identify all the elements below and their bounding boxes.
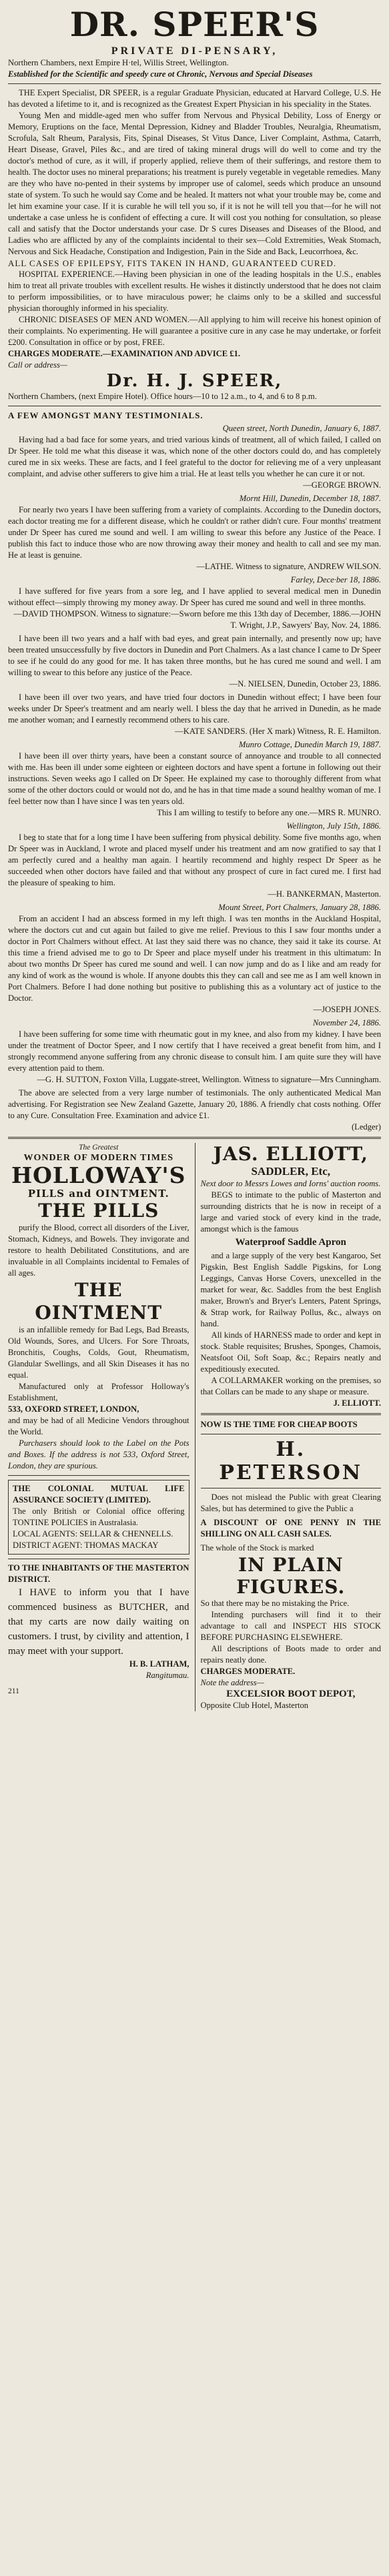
boots-heading: NOW IS THE TIME FOR CHEAP BOOTS [200, 1420, 358, 1429]
testimonial-text: For nearly two years I have been suffering from a variety of complaints. According to the Dunedin doctors, each doctor treating me for a different disease, which he couldn't or rather didn't cure. Four months' treatment under Dr Speer has cured me sound and well. I am willing to swear this before any Justice of the Peace. I publish this fact to induce those who are now throwing away their money and health to call and see my man. He at least is genuine. [8, 505, 381, 560]
colonial-agents: LOCAL AGENTS: SELLAR & CHENNELLS. [13, 1529, 173, 1539]
boots-depot: EXCELSIOR BOOT DEPOT, [226, 1689, 356, 1699]
colonial-mutual-ad [8, 1480, 189, 1555]
testimonial-text: I have been ill two years and a half with bad eyes, and great pain internally, and presently now up; have been treated unsuccessfully by five doctors in Dunedin and Port Chalmers. As a last chance I came to Dr Speer to see if he could do any good for me. It has taken three months, but he has cured me sound and well. I am willing to swear to this before any justice of the Peace. [8, 634, 381, 677]
testimonial-text: I have suffered for five years from a sore leg, and I have applied to several medical men in Dunedin without effect—simply throwing my money away. Dr Speer has cured me sound and well in three months. [8, 586, 381, 607]
boots-depot-address: Opposite Club Hotel, Masterton [200, 1701, 309, 1710]
testimonial-text: I beg to state that for a long time I have been suffering from physical debility. Some five months ago, when Dr Speer was in Auckland, I wrote and placed myself under his treatment and am now gratified to say that I am perfectly cured and a healthy man again. I heartily recommend and highly respect Dr Speer as he succeeded when other doctors have failed and that without any prospect of cure in fact cured me. I first had the pleasure of speaking to him. [8, 833, 381, 887]
testimonials-list [8, 423, 381, 1133]
intro-paragraph: Young Men and middle-aged men who suffer from Nervous and Physical Debility, Loss of Energy or Memory, Eruptions on the face, Mental Depression, Kidney and Bladder Troubles, Neuralgia, Rheumatism, Scrofula, Salt Rheum, Paralysis, Fits, Spinal Diseases, St Vitus Dance, Liver Complaint, Asthma, Catarrh, Heart Disease, Gravel, Piles &c., and are tired of taking mineral drugs will do well to come and try the doctor's method of cure, as it will, if properly applied, relieve them of their sufferings, and restore them to health. The doctor uses no mineral preparations; his treatment is purely vegetable in vegetable remedies. Many are they who have no-pented in their systems by improper use of calomel, seeds which produce an unsound state of system. To such he would say Come and be healed. It matters not what your trouble may be, come and let him examine your case. If it is curable he will tell you so, if it is not he will tell you that—for he will not undertake a case unless he is confident of effecting a cure. It will cost you nothing for consultation, so please call and satisfy that the Doctor understands your case. Dr S cures Diseases and Diseases of the Blood, and Ladies who are afflicted by any of the complaints incidental to their sex—Cold Extremities, Weak Stomach, Nervous and Sick Headache, Constipation and Indigestion, Pain in the Side and Back, Leucorrhoea, &c. [8, 111, 381, 256]
testimonial-text: I have been suffering for some time with rheumatic gout in my knee, and also from my kidney. I have been under the treatment of Doctor Speer, and I now certify that I have received a great benefit from him, and I strongly recommend anyone suffering from any chronic disease to consult him. I am quite sure they will have every attention paid to them. [8, 1029, 381, 1073]
curable-notice: ALL CASES OF EPILEPSY, FITS TAKEN IN HAND, GUARANTEED CURED. [8, 258, 337, 268]
boots-plain-figures: IN PLAIN FIGURES. [236, 1554, 346, 1598]
holloway-kicker: The Greatest [79, 1144, 119, 1152]
boots-text2: The whole of the Stock is marked [200, 1543, 314, 1553]
testimonial-signature: —N. NIELSEN, Dunedin, October 23, 1886. [229, 679, 381, 689]
pills-text: purify the Blood, correct all disorders of the Liver, Stomach, Kidneys, and Bowels. They invigorate and restore to health Debilitated Constitutions, and are invaluable in all Complaints incidental to Females of all ages. [8, 1223, 189, 1278]
testimonial-place: Munro Cottage, Dunedin March 19, 1887. [238, 740, 381, 749]
elliott-text2: and a large supply of the very best Kangaroo, Set Pigskin, Best English Saddle Pigskins, for Long Leggings, Canvas Horse Covers, unexcelled in the market for wear, &c. Saddles from the best English maker, Brown's and Bryer's Lenters, Patent Springs, & Strap work, for Railway Pollus, &c., always on hand. [200, 1251, 381, 1328]
testimonial-text: Having had a bad face for some years, and tried various kinds of treatment, all of which failed, I called on Dr Speer. He told me what this disease it was, which none of the other doctors could do, and has completely cured me in six weeks. These are facts, and I feel grateful to the doctor for relieving me of a very unpleasant complaint, and advise other sufferers to give him a trial. He at least tells you whether he can cure it or not. [8, 435, 381, 478]
lower-columns [8, 1143, 381, 1711]
testimonial-place: November 24, 1886. [312, 1018, 381, 1027]
colonial-district: DISTRICT AGENT: THOMAS MACKAY [13, 1541, 159, 1550]
peterson-ad [201, 1419, 382, 1711]
doctor-name: Dr. H. J. SPEER, [106, 371, 283, 391]
latham-place: Rangitumau. [145, 1671, 189, 1680]
testimonial-text: I have been ill over thirty years, have been a constant source of annoyance and trouble to all connected with me. Has been ill under some eighteen or eighteen doctors and have spent a fortune in following out their instructions. Seven weeks ago I called on Dr Speer. He explained my case to thoroughly different from what some of the other doctors could or would not do, and he has in that time made a sound healthy woman of me. I feel better now than I have since I was ten years old. [8, 751, 381, 806]
boots-text4: Intending purchasers will find it to their advantage to call and INSPECT HIS STOCK BEFORE PURCHASING ELSEWHERE. [200, 1610, 381, 1642]
divider [8, 1475, 189, 1476]
page-number: 211 [8, 1687, 19, 1695]
testimonials-heading: A FEW AMONGST MANY TESTIMONIALS. [8, 410, 204, 420]
divider [8, 83, 381, 84]
testimonial-signature: —G. H. SUTTON, Foxton Villa, Luggate-street, Wellington. Witness to signature—Mrs Cunningham. [37, 1075, 381, 1084]
holloway-ad [8, 1143, 189, 1472]
testimonial-place: Mount Street, Port Chalmers, January 28, 1886. [218, 903, 381, 912]
testimonial [8, 633, 381, 690]
testimonial-signature: This I am willing to testify to before any one.—MRS R. MUNRO. [157, 808, 381, 817]
testimonial [8, 493, 381, 572]
colonial-title: THE COLONIAL MUTUAL LIFE ASSURANCE SOCIETY (LIMITED). [13, 1484, 185, 1505]
latham-signature: H. B. LATHAM, [129, 1659, 189, 1669]
colonial-text: The only British or Colonial office offering TONTINE POLICIES in Australasia. [13, 1507, 185, 1527]
testimonial-text: I have been ill over two years, and have tried four doctors in Dunedin without effect; I have been four weeks under Dr Speer's treatment and am nearly well. I bless the day that he arrived in Dunedin, as he made me another woman; and I earnestly recommend others to his care. [8, 693, 381, 725]
holloway-sold: and may be had of all Medicine Vendors throughout the World. [8, 1416, 189, 1436]
holloway-title: HOLLOWAY'S [11, 1162, 186, 1188]
elliott-name: JAS. ELLIOTT, [213, 1143, 368, 1165]
peterson-name: H. PETERSON [219, 1438, 363, 1484]
elliott-signature: J. ELLIOTT. [333, 1398, 381, 1408]
masthead-address: Northern Chambers, next Empire H·tel, Willis Street, Wellington. [8, 58, 229, 67]
ointment-text: is an infallible remedy for Bad Legs, Bad Breasts, Old Wounds, Sores, and Ulcers. For Sore Throats, Bronchitis, Coughs, Colds, Gout, Rheumatism, Glandular Swellings, and all Skin Diseases it has no equal. [8, 1325, 189, 1380]
masthead-subtitle: PRIVATE DI-PENSARY, [111, 45, 278, 57]
doctor-address: Northern Chambers, (next Empire Hotel). Office hours—10 to 12 a.m., to 4, and 6 to 8 p.m. [8, 392, 317, 401]
testimonial [8, 574, 381, 631]
right-column [195, 1143, 382, 1711]
testimonial-place: Wellington, July 15th, 1886. [286, 821, 381, 831]
masthead-established: Established for the Scientific and speedy cure ot Chronic, Nervous and Special Diseases [8, 69, 313, 79]
testimonial [8, 739, 381, 819]
masthead-title: DR. SPEER'S [69, 5, 320, 44]
boots-text5: All descriptions of Boots made to order and repairs neatly done. [200, 1644, 381, 1665]
testimonial-signature: —DAVID THOMPSON. Witness to signature:—Sworn before me this 13th day of December, 1886.—JOHN T. Wright, J.P., Sawyers' Bay, Nov. 24, 1886. [13, 609, 381, 630]
elliott-product: Waterproof Saddle Apron [235, 1237, 346, 1248]
charges-notice: CHARGES MODERATE.—EXAMINATION AND ADVICE £1. [8, 349, 240, 358]
elliott-text: BEGS to intimate to the public of Masterton and surrounding districts that he is now in receipt of a large and varied stock of every kind in the trade, amongst which is the famous [200, 1190, 381, 1234]
boots-text3: So that there may be no mistaking the Price. [200, 1599, 350, 1608]
left-column [8, 1143, 195, 1711]
intro-paragraph: THE Expert Specialist, DR SPEER, is a regular Graduate Physician, educated at Harvard College, U.S. He has devoted a lifetime to it, and is recognized as the Greatest Expert Physician in his speciality in the States. [8, 88, 381, 109]
testimonial-text: From an accident I had an abscess formed in my left thigh. I was ten months in the Auckland Hospital, where the doctors cut and cut again but failed to give me relief. Previous to this I saw four months under a doctor in Port Chalmers without effect. At last they said there was no chance, they said it take its course. At this time a friend advised me to go to Dr Speer and place myself under his treatment in this ultimatum: In about two months Dr Speer has cured me sound and well. I can now jump and do as I like and am ready for any kind of work as the wound is whole. If anyone doubts this they can call and see me as I am well known in Port Chalmers. Before I had done nothing but positive to publishing this as a voluntary act of justice to the Doctor. [8, 914, 381, 1003]
holloway-address: 533, OXFORD STREET, LONDON, [8, 1404, 139, 1414]
testimonial [8, 692, 381, 737]
testimonial-signature: (Ledger) [351, 1122, 381, 1132]
testimonial-signature: —KATE SANDERS. (Her X mark) Witness, R. E. Hamilton. [175, 727, 381, 736]
holloway-wonder: WONDER OF MODERN TIMES [23, 1153, 174, 1163]
boots-text1: Does not mislead the Public with great Clearing Sales, but has determined to give the Public a [200, 1492, 381, 1513]
latham-ad [8, 1563, 189, 1681]
testimonial-text: The above are selected from a very large number of testimonials. The only authenticated Medical Man advertising. For Registration see New Zealand Gazette, January 20, 1886. A friendly chat costs nothing. Offer to any Cure. Consultation Free. Examination and advice £1. [8, 1088, 381, 1120]
pills-heading: THE PILLS [38, 1200, 159, 1222]
testimonial [8, 1088, 381, 1133]
elliott-location: Next door to Messrs Lowes and Iorns' auction rooms. [200, 1179, 381, 1188]
divider [8, 1137, 381, 1139]
testimonial-signature: —LATHE. Witness to signature, ANDREW WILSON. [196, 562, 381, 571]
divider [201, 1413, 382, 1415]
boots-charges: CHARGES MODERATE. [200, 1667, 296, 1676]
chronic-diseases: CHRONIC DISEASES OF MEN AND WOMEN.—All applying to him will receive his honest opinion of their complaints. No experimenting. He will guarantee a positive cure in any case he may undertake, or forfeit £200. Consultation in office or by post, FREE. [8, 315, 381, 347]
boots-address-label: Note the address— [200, 1678, 264, 1687]
elliott-text3: All kinds of HARNESS made to order and kept in stock. Stable requisites; Brushes, Sponges, Chamois, Neatsfoot Oil, Soft Soap, &c.; Repairs neatly and expeditiously executed. [200, 1330, 381, 1374]
latham-text: I HAVE to inform you that I have commenced business as BUTCHER, and that my carts are now daily waiting on customers. I trust, by civility and attention, I may meet with your support. [8, 1587, 189, 1657]
testimonial [8, 1017, 381, 1086]
elliott-ad [201, 1143, 382, 1409]
testimonial-signature: —JOSEPH JONES. [313, 1005, 381, 1014]
testimonial [8, 902, 381, 1015]
testimonial-place: Mornt Hill, Dunedin, December 18, 1887. [239, 494, 381, 503]
testimonial [8, 821, 381, 900]
ointment-heading: THE OINTMENT [35, 1279, 163, 1324]
latham-heading: TO THE INHABITANTS OF THE MASTERTON DISTRICT. [8, 1563, 189, 1584]
testimonial [8, 423, 381, 491]
boots-discount: A DISCOUNT OF ONE PENNY IN THE SHILLING ON ALL CASH SALES. [200, 1518, 381, 1539]
elliott-text4: A COLLARMAKER working on the premises, so that Collars can be made to any shape or measure. [200, 1376, 381, 1396]
testimonial-place: Queen street, North Dunedin, January 6, 1887. [222, 424, 381, 433]
masthead [8, 5, 381, 80]
elliott-trade: SADDLER, Etc, [251, 1165, 331, 1178]
testimonial-place: Farley, Dece·ber 18, 1886. [290, 575, 381, 584]
holloway-subtitle: PILLS and OINTMENT. [27, 1188, 169, 1200]
testimonial-signature: —H. BANKERMAN, Masterton. [268, 889, 381, 899]
hospital-experience: HOSPITAL EXPERIENCE.—Having been physician in one of the leading hospitals in the U.S., enables him to treat all private troubles with excellent results. He wishes it distinctly understood that he does not claim to perform impossibilities, or to have miraculous power; he claims only to be a skilled and successful physician thoroughly informed in his speciality. [8, 270, 381, 313]
address-prompt: Call or address— [8, 360, 68, 370]
testimonial-signature: —GEORGE BROWN. [303, 480, 381, 490]
holloway-note: Purchasers should look to the Label on the Pots and Boxes. If the address is not 533, Oxford Street, London, they are spurious. [8, 1438, 189, 1470]
holloway-manufactured: Manufactured only at Professor Holloway's Establishment, [8, 1382, 189, 1402]
